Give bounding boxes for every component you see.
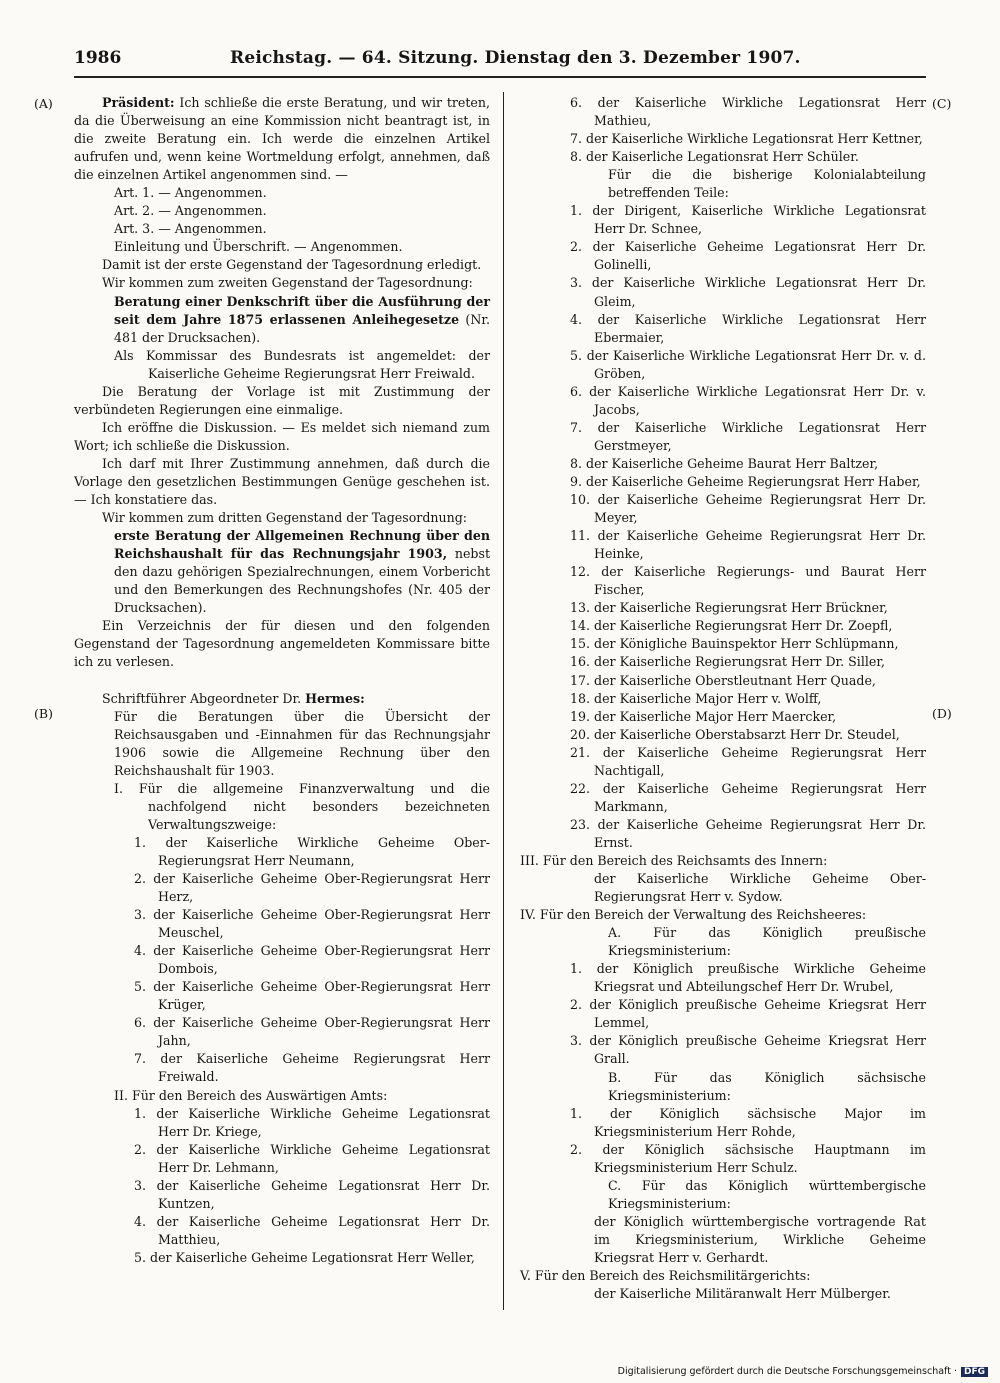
section-2-heading: II. Für den Bereich des Auswärtigen Amts:: [114, 1087, 388, 1103]
section-3-text: der Kaiserliche Wirkliche Geheime Ober-Regierungsrat Herr v. Sydow.: [594, 871, 926, 905]
list-item: 1. der Kaiserliche Wirkliche Geheime Ober-Regierungsrat Herr Neumann,: [134, 834, 490, 868]
list-item: 11. der Kaiserliche Geheime Regierungsrat Herr Dr. Heinke,: [570, 528, 926, 562]
article-3: Art. 3. — Angenommen.: [114, 221, 267, 237]
header-rule: [74, 76, 926, 78]
list-item: 13. der Kaiserliche Regierungsrat Herr Brückner,: [570, 600, 888, 616]
list-item: 19. der Kaiserliche Major Herr Maercker,: [570, 708, 837, 724]
list-item: 9. der Kaiserliche Geheime Regierungsrat Herr Haber,: [570, 473, 921, 489]
colonial-heading: Für die die bisherige Kolonialabteilung betreffenden Teile:: [608, 167, 926, 201]
right-column: [520, 94, 926, 1303]
list-item: 3. der Kaiserliche Geheime Legationsrat Herr Dr. Kuntzen,: [134, 1177, 490, 1211]
margin-label-d: (D): [932, 706, 952, 721]
secretary-line: Schriftführer Abgeordneter Dr. Hermes:: [102, 690, 365, 706]
paragraph-zustimmung: Ich darf mit Ihrer Zustimmung annehmen, daß durch die Vorlage den gesetzlichen Bestimmungen Genüge geschehen ist. — Ich konstatiere das.: [74, 455, 490, 508]
list-item: 1. der Königlich sächsische Major im Kriegsministerium Herr Rohde,: [570, 1105, 926, 1139]
list-item: 7. der Kaiserliche Wirkliche Legationsrat Herr Kettner,: [570, 131, 923, 147]
list-item: 8. der Kaiserliche Geheime Baurat Herr Baltzer,: [570, 455, 879, 471]
list-item: 3. der Kaiserliche Geheime Ober-Regierungsrat Herr Meuschel,: [134, 907, 490, 941]
page-header: [74, 48, 926, 74]
left-column: [74, 94, 490, 1267]
list-item: 4. der Kaiserliche Geheime Legationsrat Herr Dr. Matthieu,: [134, 1213, 490, 1247]
list-item: 21. der Kaiserliche Geheime Regierungsrat Herr Nachtigall,: [570, 744, 926, 778]
list-item: 22. der Kaiserliche Geheime Regierungsrat Herr Markmann,: [570, 780, 926, 814]
margin-label-a: (A): [34, 96, 53, 111]
list-item: 15. der Königliche Bauinspektor Herr Schlüpmann,: [570, 636, 899, 652]
article-1: Art. 1. — Angenommen.: [114, 185, 267, 201]
paragraph-verzeichnis: Ein Verzeichnis der für diesen und den folgenden Gegenstand der Tagesordnung angemeldeten Kommissare bitte ich zu verlesen.: [74, 618, 490, 670]
list-item: 18. der Kaiserliche Major Herr v. Wolff,: [570, 690, 822, 706]
column-divider: [503, 92, 504, 1310]
list-item: 2. der Kaiserliche Wirkliche Geheime Legationsrat Herr Dr. Lehmann,: [134, 1141, 490, 1175]
list-item: 5. der Kaiserliche Wirkliche Legationsrat Herr Dr. v. d. Gröben,: [570, 347, 926, 381]
list-item: 6. der Kaiserliche Wirkliche Legationsrat Herr Mathieu,: [570, 95, 926, 129]
paragraph-third-item: Wir kommen zum dritten Gegenstand der Tagesordnung:: [102, 510, 468, 526]
list-item: 7. der Kaiserliche Wirkliche Legationsrat Herr Gerstmeyer,: [570, 419, 926, 453]
list-item: 4. der Kaiserliche Wirkliche Legationsrat Herr Ebermaier,: [570, 311, 926, 345]
section-4-heading: IV. Für den Bereich der Verwaltung des Reichsheeres:: [520, 907, 867, 923]
secretary-text: Für die Beratungen über die Übersicht der Reichsausgaben und -Einnahmen für das Rechnungsjahr 1906 sowie die Allgemeine Rechnung über den Reichshaushalt für 1903.: [114, 708, 490, 778]
secretary-name: Hermes:: [305, 690, 365, 706]
running-title: Reichstag. — 64. Sitzung. Dienstag den 3. Dezember 1907.: [230, 48, 801, 68]
subsection-b-heading: B. Für das Königlich sächsische Kriegsministerium:: [608, 1069, 926, 1103]
list-item: 3. der Königlich preußische Geheime Kriegsrat Herr Grall.: [570, 1033, 926, 1067]
speaker-name: Präsident:: [102, 95, 175, 110]
list-item: 7. der Kaiserliche Geheime Regierungsrat Herr Freiwald.: [134, 1051, 490, 1085]
agenda-item-3: erste Beratung der Allgemeinen Rechnung über den Reichshaushalt für das Rechnungsjahr 1903, nebst den dazu gehörigen Spezialrechnungen, einem Vorbericht und den Bemerkungen des Rechnungshofes (Nr. 405 der Drucksachen).: [114, 528, 490, 616]
list-item: 17. der Kaiserliche Oberstleutnant Herr Quade,: [570, 672, 876, 688]
list-item: 5. der Kaiserliche Geheime Ober-Regierungsrat Herr Krüger,: [134, 979, 490, 1013]
list-item: 1. der Dirigent, Kaiserliche Wirkliche Legationsrat Herr Dr. Schnee,: [570, 203, 926, 237]
section-1-heading: I. Für die allgemeine Finanzverwaltung und die nachfolgend nicht besonders bezeichneten Verwaltungszweige:: [114, 780, 490, 832]
president-statement: Präsident: Ich schließe die erste Beratung, und wir treten, da die Überweisung an eine Kommission nicht beantragt ist, in die zweite Beratung ein. Ich werde die einzelnen Artikel aufrufen und, wenn keine Wortmeldung erfolgt, annehmen, daß die einzelnen Artikel angenommen sind. —: [74, 95, 490, 183]
introduction-line: Einleitung und Überschrift. — Angenommen.: [114, 239, 403, 255]
list-item: 20. der Kaiserliche Oberstabsarzt Herr Dr. Steudel,: [570, 726, 900, 742]
subsection-a-heading: A. Für das Königlich preußische Kriegsministerium:: [608, 925, 926, 959]
list-item: 2. der Königlich preußische Geheime Kriegsrat Herr Lemmel,: [570, 997, 926, 1031]
list-item: 5. der Kaiserliche Geheime Legationsrat Herr Weller,: [134, 1249, 475, 1265]
list-item: 4. der Kaiserliche Geheime Ober-Regierungsrat Herr Dombois,: [134, 943, 490, 977]
list-item: 6. der Kaiserliche Geheime Ober-Regierungsrat Herr Jahn,: [134, 1015, 490, 1049]
section-3-heading: III. Für den Bereich des Reichsamts des Innern:: [520, 852, 828, 868]
list-item: 23. der Kaiserliche Geheime Regierungsrat Herr Dr. Ernst.: [570, 816, 926, 850]
paragraph-diskussion: Ich eröffne die Diskussion. — Es meldet sich niemand zum Wort; ich schließe die Diskussion.: [74, 419, 490, 453]
margin-label-c: (C): [932, 96, 952, 111]
list-item: 1. der Kaiserliche Wirkliche Geheime Legationsrat Herr Dr. Kriege,: [134, 1105, 490, 1139]
footer-credit: [618, 1366, 988, 1377]
list-item: 10. der Kaiserliche Geheime Regierungsrat Herr Dr. Meyer,: [570, 492, 926, 526]
list-item: 6. der Kaiserliche Wirkliche Legationsrat Herr Dr. v. Jacobs,: [570, 383, 926, 417]
wuerttemberg-text: der Königlich württembergische vortragende Rat im Kriegsministerium, Wirkliche Geheime Kriegsrat Herr v. Gerhardt.: [594, 1213, 926, 1265]
subsection-c-heading: C. Für das Königlich württembergische Kriegsministerium:: [608, 1177, 926, 1211]
paragraph-beratung: Die Beratung der Vorlage ist mit Zustimmung der verbündeten Regierungen eine einmalige.: [74, 383, 490, 417]
footer-text: Digitalisierung gefördert durch die Deutsche Forschungsgemeinschaft ·: [617, 1366, 957, 1377]
agenda-item-2: Beratung einer Denkschrift über die Ausführung der seit dem Jahre 1875 erlassenen Anleihegesetze (Nr. 481 der Drucksachen).: [114, 293, 490, 345]
list-item: 2. der Kaiserliche Geheime Ober-Regierungsrat Herr Herz,: [134, 870, 490, 905]
list-item: 16. der Kaiserliche Regierungsrat Herr Dr. Siller,: [570, 654, 885, 670]
paragraph-second-item: Wir kommen zum zweiten Gegenstand der Tagesordnung:: [102, 275, 473, 291]
commissioner-announcement: Als Kommissar des Bundesrats ist angemeldet: der Kaiserliche Geheime Regierungsrat Herr Freiwald.: [114, 347, 490, 381]
list-item: 3. der Kaiserliche Wirkliche Legationsrat Herr Dr. Gleim,: [570, 275, 926, 309]
margin-label-b: (B): [34, 706, 53, 721]
list-item: 1. der Königlich preußische Wirkliche Geheime Kriegsrat und Abteilungschef Herr Dr. Wrubel,: [570, 961, 926, 995]
dfg-logo: DFG: [961, 1367, 988, 1377]
paragraph-damit: Damit ist der erste Gegenstand der Tagesordnung erledigt.: [102, 257, 482, 273]
list-item: 14. der Kaiserliche Regierungsrat Herr Dr. Zoepfl,: [570, 618, 893, 634]
section-5-text: der Kaiserliche Militäranwalt Herr Mülberger.: [594, 1286, 891, 1302]
page-number: 1986: [74, 48, 122, 68]
list-item: 12. der Kaiserliche Regierungs- und Baurat Herr Fischer,: [570, 564, 926, 598]
section-5-heading: V. Für den Bereich des Reichsmilitärgerichts:: [520, 1268, 811, 1284]
list-item: 8. der Kaiserliche Legationsrat Herr Schüler.: [570, 149, 859, 165]
list-item: 2. der Kaiserliche Geheime Legationsrat Herr Dr. Golinelli,: [570, 239, 926, 273]
article-2: Art. 2. — Angenommen.: [114, 203, 267, 219]
list-item: 2. der Königlich sächsische Hauptmann im Kriegsministerium Herr Schulz.: [570, 1141, 926, 1175]
